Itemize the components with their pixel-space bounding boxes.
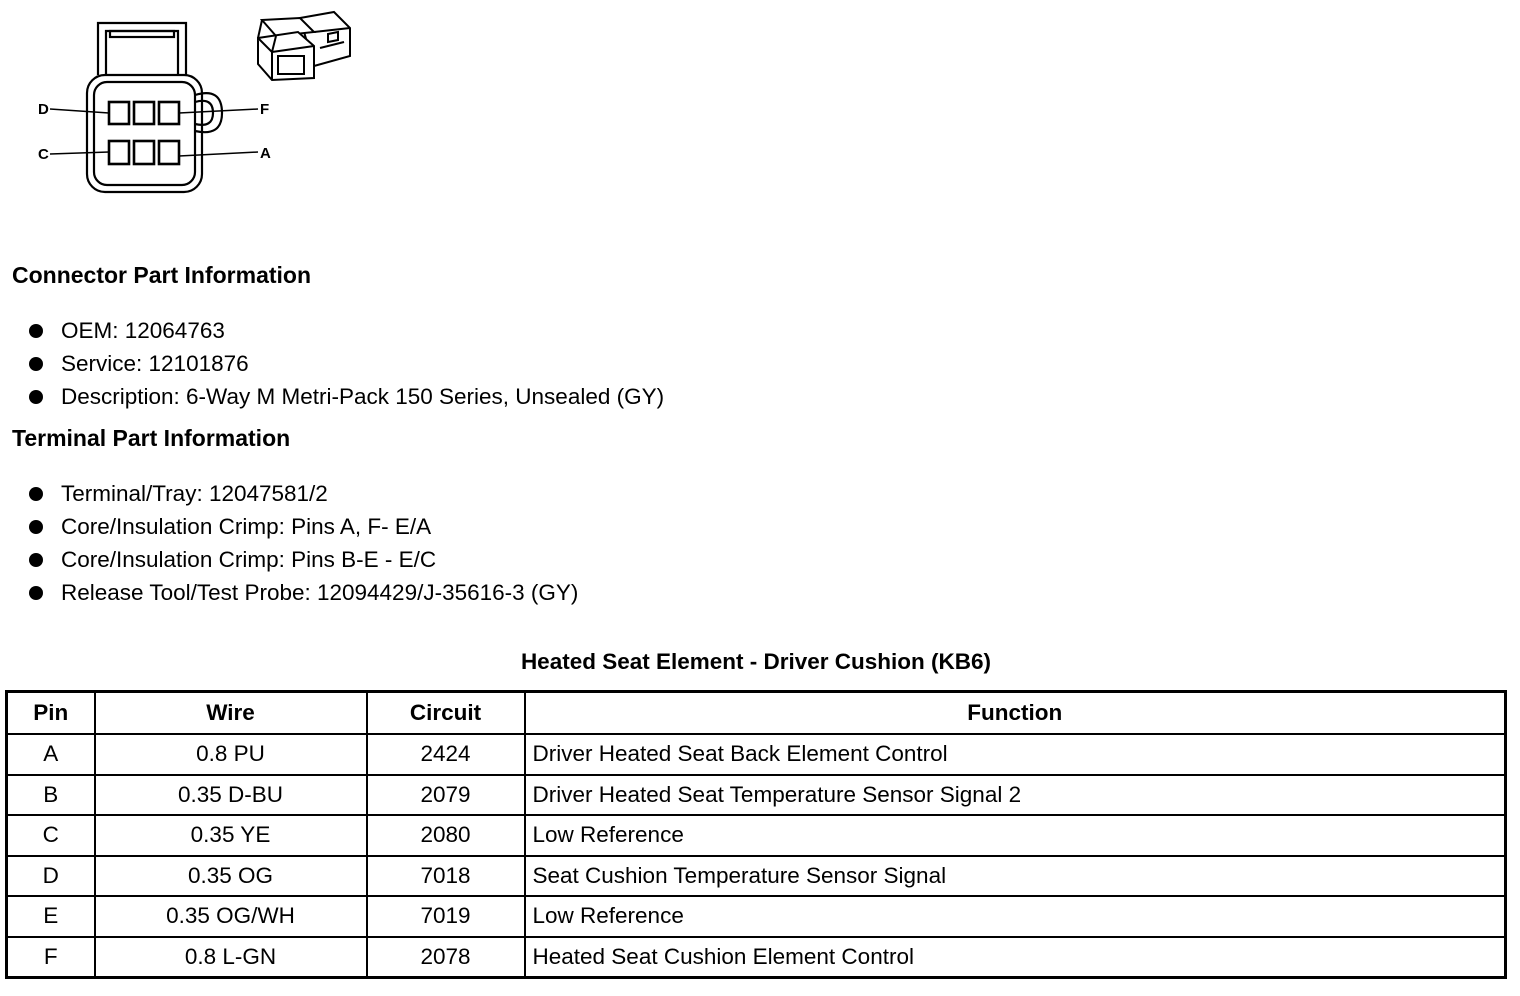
cell-circuit: 7018	[367, 856, 525, 897]
pin-label-d: D	[38, 101, 49, 118]
table-row	[7, 937, 1506, 978]
connector-face-diagram	[30, 15, 280, 200]
table-header-row	[7, 692, 1506, 735]
list-item: Description: 6-Way M Metri-Pack 150 Series, Unsealed (GY)	[28, 380, 664, 413]
terminal-info-heading: Terminal Part Information	[12, 425, 291, 451]
cell-wire: 0.8 L-GN	[95, 937, 367, 978]
cell-pin: D	[7, 856, 95, 897]
table-row	[7, 734, 1506, 775]
cell-pin: F	[7, 937, 95, 978]
cell-wire: 0.35 OG	[95, 856, 367, 897]
cell-pin: A	[7, 734, 95, 775]
cell-function: Heated Seat Cushion Element Control	[525, 937, 1506, 978]
cell-function: Low Reference	[525, 815, 1506, 856]
header-function: Function	[525, 692, 1506, 735]
cell-circuit: 7019	[367, 896, 525, 937]
header-circuit: Circuit	[367, 692, 525, 735]
cell-function: Seat Cushion Temperature Sensor Signal	[525, 856, 1506, 897]
connector-info-list	[28, 314, 664, 413]
list-item: OEM: 12064763	[28, 314, 664, 347]
table-row	[7, 856, 1506, 897]
connector-isometric-diagram	[248, 8, 358, 84]
table-row	[7, 815, 1506, 856]
pin-label-f: F	[260, 101, 270, 118]
cell-circuit: 2079	[367, 775, 525, 816]
pin-label-a: A	[260, 145, 271, 162]
cell-pin: B	[7, 775, 95, 816]
pin-table	[5, 690, 1507, 979]
table-row	[7, 775, 1506, 816]
cell-wire: 0.8 PU	[95, 734, 367, 775]
cell-pin: C	[7, 815, 95, 856]
table-row	[7, 896, 1506, 937]
cell-function: Driver Heated Seat Temperature Sensor Signal 2	[525, 775, 1506, 816]
terminal-info-list	[28, 477, 578, 609]
table-title: Heated Seat Element - Driver Cushion (KB6)	[520, 649, 992, 674]
cell-function: Driver Heated Seat Back Element Control	[525, 734, 1506, 775]
pin-label-c: C	[38, 146, 49, 163]
list-item: Release Tool/Test Probe: 12094429/J-35616-3 (GY)	[28, 576, 578, 609]
cell-circuit: 2424	[367, 734, 525, 775]
list-item: Terminal/Tray: 12047581/2	[28, 477, 578, 510]
list-item: Core/Insulation Crimp: Pins A, F- E/A	[28, 510, 578, 543]
list-item: Service: 12101876	[28, 347, 664, 380]
cell-pin: E	[7, 896, 95, 937]
connector-info-heading: Connector Part Information	[12, 262, 312, 288]
cell-circuit: 2078	[367, 937, 525, 978]
cell-circuit: 2080	[367, 815, 525, 856]
cell-wire: 0.35 D-BU	[95, 775, 367, 816]
pin-cavities	[109, 102, 179, 164]
list-item: Core/Insulation Crimp: Pins B-E - E/C	[28, 543, 578, 576]
header-wire: Wire	[95, 692, 367, 735]
cell-wire: 0.35 YE	[95, 815, 367, 856]
header-pin: Pin	[7, 692, 95, 735]
cell-function: Low Reference	[525, 896, 1506, 937]
cell-wire: 0.35 OG/WH	[95, 896, 367, 937]
